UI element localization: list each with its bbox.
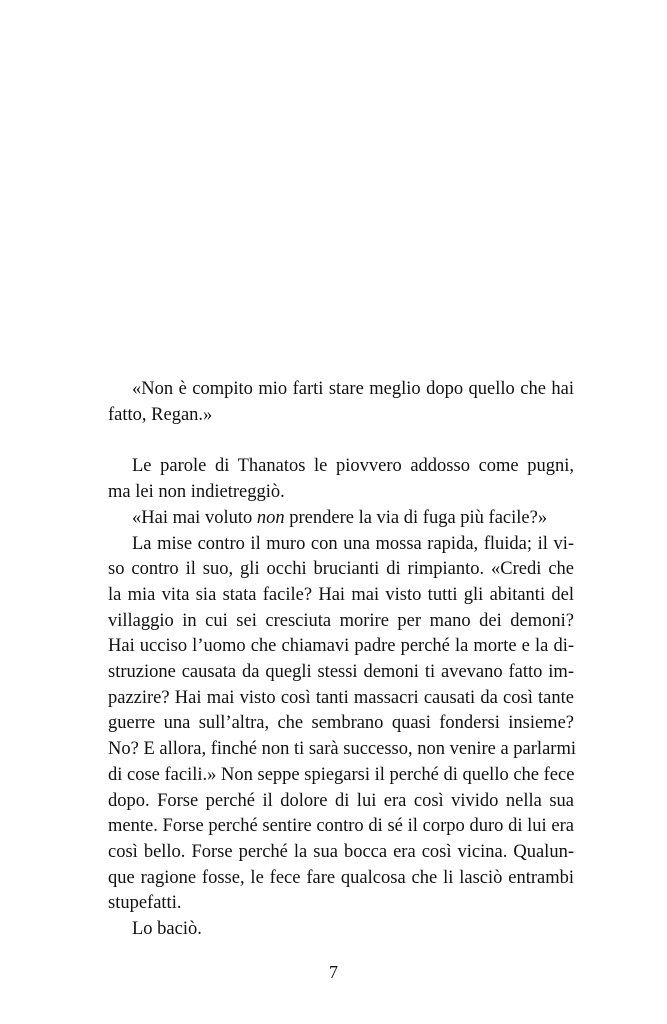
- paragraph-4-line: stupefatti.: [108, 893, 182, 914]
- paragraph-4-line: que ragione fosse, le fece fare qualcosa che li lasciò entrambi: [108, 867, 574, 888]
- paragraph-4-line: di cose facili.» Non seppe spiegarsi il perché di quello che fece: [108, 764, 575, 785]
- page-number: 7: [329, 962, 338, 982]
- paragraph-2-line-1: Le parole di Thanatos le piovvero addosso come pugni,: [132, 456, 574, 477]
- paragraph-4-line: Hai ucciso l’uomo che chiamavi padre perché la morte e la di-: [108, 636, 574, 657]
- paragraph-4-line: No? E allora, finché non ti sarà successo, non venire a parlarmi: [108, 739, 576, 760]
- paragraph-4-line: mente. Forse perché sentire contro di sé il corpo duro di lui era: [108, 816, 574, 837]
- quote-text-after: prendere la via di fuga più facile?»: [284, 507, 548, 528]
- quote-text-before: «Hai mai voluto: [132, 507, 257, 528]
- paragraph-4-line: so contro il suo, gli occhi brucianti di rimpianto. «Credi che: [108, 559, 574, 580]
- paragraph-gap: [108, 428, 574, 454]
- text-block: [108, 377, 574, 943]
- paragraph-4-line: così bello. Forse perché la sua bocca era così vicina. Qualun-: [108, 841, 574, 862]
- paragraph-4-line: struzione causata da quegli stessi demoni ti avevano fatto im-: [108, 662, 574, 683]
- paragraph-5-line: Lo baciò.: [132, 919, 202, 940]
- paragraph-4-line: La mise contro il muro con una mossa rapida, fluida; il vi-: [132, 533, 574, 554]
- paragraph-1-line-2: fatto, Regan.»: [108, 404, 213, 425]
- paragraph-1-line-1: «Non è compito mio farti stare meglio dopo quello che hai: [132, 379, 574, 399]
- quote-emphasis: non: [256, 507, 285, 528]
- paragraph-2-line-2: ma lei non indietreggiò.: [108, 482, 285, 503]
- paragraph-4-line: guerre una sull’altra, che sembrano quasi fondersi insieme?: [108, 713, 574, 734]
- paragraph-4-line: pazzire? Hai mai visto così tanti massacri causati da così tante: [108, 687, 574, 708]
- paragraph-4-line: dopo. Forse perché il dolore di lui era così vivido nella sua: [108, 790, 574, 811]
- paragraph-4-line: la mia vita sia stata facile? Hai mai visto tutti gli abitanti del: [108, 584, 574, 605]
- paragraph-4-line: villaggio in cui sei cresciuta morire per mano dei demoni?: [108, 610, 574, 631]
- paragraph-3-line: [108, 506, 574, 532]
